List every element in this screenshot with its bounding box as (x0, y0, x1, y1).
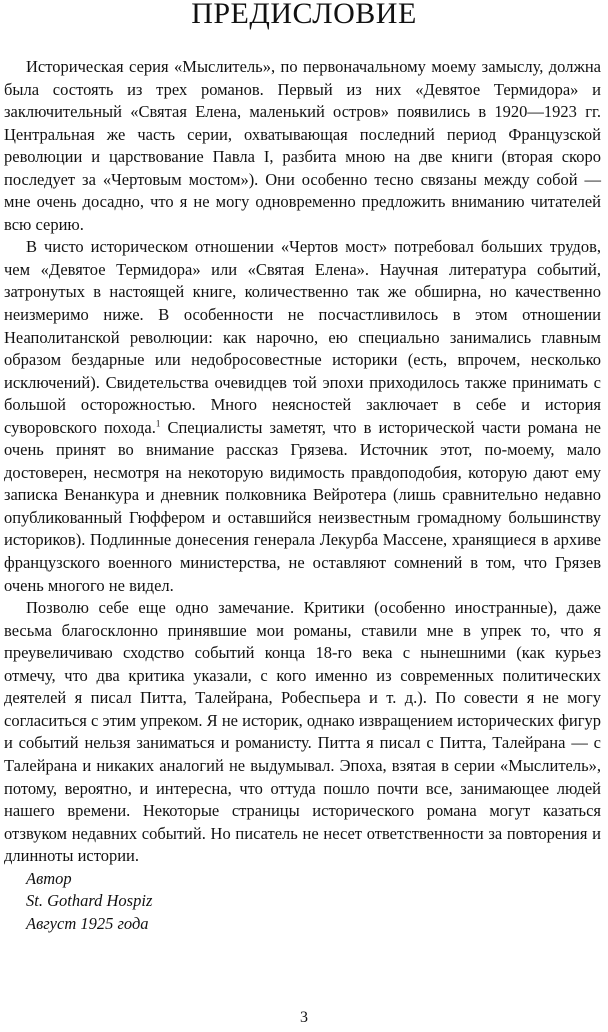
signature-date: Август 1925 года (26, 913, 149, 933)
signature-author: Автор (26, 868, 72, 888)
page-title: ПРЕДИСЛОВИЕ (191, 0, 417, 30)
page-number: 3 (300, 1009, 308, 1026)
paragraph-2-text-b: Специалисты заметят, что в исторической части романа не очень принят во внимание рассказ Грязева. Источник этот, по-моему, мало достоверен, несмотря на некоторую видимость правдоподобия, которую дают ему записка Венанкура и дневник полковника Вейротера (лишь сравнительно недавно опубликованный Гюффером и оставшийся неизвестным громадному большинству историков). Подлинные донесения генерала Лекурба Массене, хранящиеся в архиве французского военного министерства, не оставляют сомнений в том, что Грязев очень многого не видел. (4, 417, 602, 595)
footnote-marker[interactable]: 1 (155, 418, 161, 429)
paragraph-2-text-a: В чисто историческом отношении «Чертов мост» потребовал больших трудов, чем «Девятое Термидора» или «Святая Елена». Научная литература событий, затронутых в настоящей книге, количественно так же обширна, но качественно неизмеримо ниже. В особенности не посчастливилось в этом отношении Неаполитанской революции: как нарочно, ею специально занимались главным образом бездарные или недобросовестные историки (есть, впрочем, несколько исключений). Свидетельства очевидцев той эпохи приходилось также принимать с большой осторожностью. Много неясностей заключает в себе и история суворовского похода. (4, 237, 601, 437)
paragraph-3: Позволю себе еще одно замечание. Критики (особенно иностранные), даже весьма благосклонно принявшие мои романы, ставили мне в упрек то, что я преувеличиваю сходство событий конца 18-го века с нынешними (как курьез отмечу, что два критика указали, с кого именно из современных политических деятелей я писал Питта, Талейрана, Робеспьера и т. д.). По совести я не могу согласиться с этим упреком. Я не историк, однако извращением исторических фигур и событий нельзя заниматься и романисту. Питта я писал с Питта, Талейрана — с Талейрана и никаких аналогий не выдумывал. Эпоха, взятая в серии «Мыслитель», потому, вероятно, и интересна, что оттуда пошло почти все, занимающее людей нашего времени. Некоторые страницы исторического романа могут казаться отзвуком недавних событий. Но писатель не несет ответственности за повторения и длинноты истории. (4, 598, 601, 866)
preface-body (4, 56, 601, 935)
paragraph-1: Историческая серия «Мыслитель», по первоначальному моему замыслу, должна была состоять из трех романов. Первый из них «Девятое Термидора» и заключительный «Святая Елена, маленький остров» появились в 1920—1923 гг. Центральная же часть серии, охватывающая последний период Французской революции и царствование Павла I, разбита мною на две книги (вторая скоро последует за «Чертовым мостом»). Они особенно тесно связаны между собой — мне очень досадно, что я не могу одновременно предложить вниманию читателей всю серию. (4, 57, 601, 234)
signature-place: St. Gothard Hospiz (26, 891, 153, 911)
paragraph-2 (4, 236, 601, 597)
